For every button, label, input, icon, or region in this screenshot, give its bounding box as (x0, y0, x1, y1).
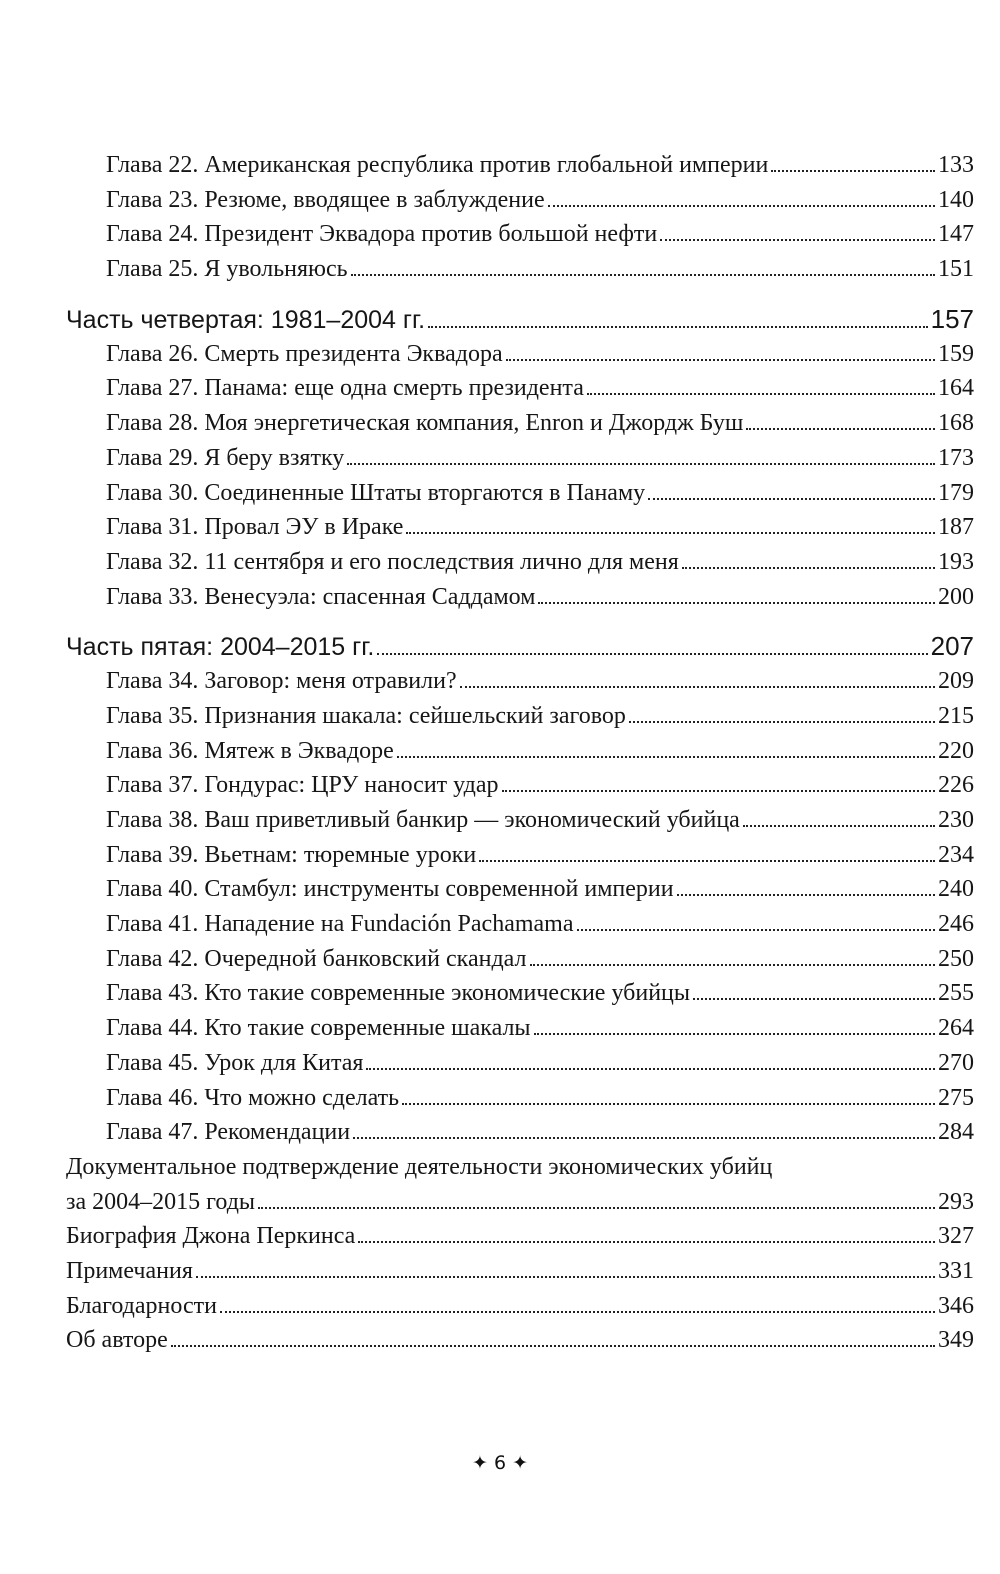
page-footer (0, 1452, 1000, 1474)
part-page: 207 (930, 631, 974, 662)
entry-title: Глава 34. Заговор: меня отравили? (106, 668, 457, 695)
entry-page: 240 (938, 876, 974, 903)
entry-title: Глава 30. Соединенные Штаты вторгаются в Панаму (106, 479, 646, 506)
entry-title: Глава 28. Моя энергетическая компания, Enron и Джордж Буш (106, 410, 744, 437)
entry-page: 133 (938, 152, 974, 178)
entry-page: 327 (938, 1223, 974, 1250)
dot-leader (347, 463, 935, 465)
dot-leader (366, 1068, 935, 1070)
toc-entry[interactable] (66, 699, 974, 734)
toc-entry[interactable] (66, 252, 974, 287)
entry-page: 246 (938, 911, 974, 938)
entry-page: 200 (938, 583, 974, 610)
entry-title: Глава 38. Ваш приветливый банкир — экономический убийца (106, 807, 740, 833)
dot-leader (406, 532, 935, 534)
ornament-left-icon: ✦ (471, 1452, 488, 1474)
toc-part-heading[interactable] (66, 302, 974, 337)
dot-leader (479, 860, 935, 862)
entry-title: Глава 25. Я увольняюсь (106, 256, 348, 283)
dot-leader (220, 1311, 935, 1313)
entry-title: Глава 43. Кто такие современные экономические убийцы (106, 980, 691, 1007)
entry-title: Глава 36. Мятеж в Эквадоре (106, 737, 394, 764)
entry-page: 331 (938, 1257, 974, 1284)
entry-page: 270 (938, 1049, 974, 1076)
entry-title: Глава 29. Я беру взятку (106, 444, 345, 471)
toc-entry[interactable] (66, 976, 974, 1011)
dot-leader (771, 170, 935, 172)
entry-page: 193 (938, 548, 974, 575)
entry-title: Глава 23. Резюме, вводящее в заблуждение (106, 186, 545, 213)
toc-entry[interactable] (66, 580, 974, 615)
entry-title: Глава 37. Гондурас: ЦРУ наносит удар (106, 772, 499, 799)
dot-leader (377, 653, 927, 655)
entry-title: Документальное подтверждение деятельности экономических убийц (66, 1153, 773, 1180)
toc-entry[interactable] (66, 1115, 974, 1150)
dot-leader (660, 239, 935, 241)
dot-leader (587, 393, 935, 395)
entry-page: 164 (938, 375, 974, 402)
entry-title: Глава 31. Провал ЭУ в Ираке (106, 514, 404, 541)
dot-leader (538, 602, 935, 604)
entry-page: 220 (938, 737, 974, 764)
toc-entry[interactable] (66, 337, 974, 372)
toc-entry[interactable] (66, 371, 974, 406)
entry-page: 140 (938, 186, 974, 213)
entry-title: Об авторе (66, 1327, 168, 1354)
dot-leader (460, 686, 935, 688)
toc-entry[interactable] (66, 734, 974, 769)
dot-leader (428, 326, 928, 328)
toc-entry[interactable] (66, 1219, 974, 1254)
entry-page: 215 (938, 702, 974, 729)
dot-leader (506, 359, 935, 361)
toc-entry[interactable] (66, 838, 974, 873)
entry-title: Глава 41. Нападение на Fundación Pachamama (106, 911, 574, 938)
entry-title: Глава 44. Кто такие современные шакалы (106, 1015, 531, 1042)
dot-leader (548, 205, 935, 207)
entry-title: Глава 47. Рекомендации (106, 1119, 351, 1146)
entry-title: Благодарности (66, 1292, 217, 1319)
entry-page: 209 (938, 668, 974, 695)
toc-entry[interactable] (66, 545, 974, 580)
entry-page: 275 (938, 1084, 974, 1111)
entry-page: 255 (938, 980, 974, 1007)
toc-entry[interactable] (66, 1081, 974, 1116)
dot-leader (577, 929, 936, 931)
toc-entry[interactable] (66, 664, 974, 699)
part-title: Часть четвертая: 1981–2004 гг. (66, 305, 426, 334)
toc-part-heading[interactable] (66, 629, 974, 664)
toc-entry[interactable] (66, 907, 974, 942)
toc-entry[interactable] (66, 1323, 974, 1358)
toc-entry[interactable] (66, 510, 974, 545)
toc-entry[interactable] (66, 148, 974, 183)
toc-entry[interactable] (66, 942, 974, 977)
toc-entry[interactable] (66, 1254, 974, 1289)
toc-entry[interactable] (66, 872, 974, 907)
entry-title: Глава 22. Американская республика против глобальной империи (106, 152, 769, 178)
entry-title: Глава 40. Стамбул: инструменты современной империи (106, 876, 674, 903)
dot-leader (648, 498, 935, 500)
toc-entry-documentation-title[interactable] (66, 1150, 974, 1185)
dot-leader (171, 1345, 935, 1347)
dot-leader (530, 964, 936, 966)
dot-leader (351, 274, 935, 276)
entry-page: 234 (938, 841, 974, 868)
dot-leader (353, 1137, 935, 1139)
dot-leader (682, 567, 935, 569)
entry-title: Глава 27. Панама: еще одна смерть президента (106, 375, 584, 402)
entry-page: 349 (938, 1327, 974, 1354)
toc-entry[interactable] (66, 1046, 974, 1081)
dot-leader (693, 998, 935, 1000)
dot-leader (402, 1103, 935, 1105)
dot-leader (258, 1207, 935, 1209)
toc-entry[interactable] (66, 406, 974, 441)
toc-entry[interactable] (66, 183, 974, 218)
entry-title: Глава 35. Признания шакала: сейшельский заговор (106, 702, 626, 729)
toc-entry[interactable] (66, 803, 974, 838)
toc-entry[interactable] (66, 1289, 974, 1324)
entry-page: 179 (938, 479, 974, 506)
entry-title: Глава 26. Смерть президента Эквадора (106, 340, 503, 367)
dot-leader (196, 1276, 935, 1278)
dot-leader (746, 428, 935, 430)
dot-leader (629, 721, 935, 723)
entry-title: Глава 45. Урок для Китая (106, 1049, 364, 1076)
toc-entry[interactable] (66, 217, 974, 252)
entry-title: Глава 39. Вьетнам: тюремные уроки (106, 841, 477, 868)
entry-page: 284 (938, 1119, 974, 1146)
entry-page: 187 (938, 514, 974, 541)
entry-page: 159 (938, 340, 974, 367)
entry-title: Глава 33. Венесуэла: спасенная Саддамом (106, 583, 536, 610)
dot-leader (358, 1241, 935, 1243)
entry-page: 151 (938, 256, 974, 283)
entry-page: 168 (938, 410, 974, 437)
part-title: Часть пятая: 2004–2015 гг. (66, 633, 375, 662)
ornament-right-icon: ✦ (512, 1452, 529, 1474)
dot-leader (677, 894, 935, 896)
entry-page: 250 (938, 945, 974, 972)
table-of-contents (66, 148, 974, 1358)
toc-entry[interactable] (66, 1185, 974, 1220)
entry-title: Биография Джона Перкинса (66, 1223, 356, 1250)
entry-title: Примечания (66, 1257, 193, 1284)
dot-leader (502, 790, 935, 792)
dot-leader (534, 1033, 935, 1035)
toc-entry[interactable] (66, 768, 974, 803)
page-number: 6 (493, 1452, 507, 1474)
toc-entry[interactable] (66, 476, 974, 511)
dot-leader (397, 756, 935, 758)
entry-page: 173 (938, 444, 974, 471)
entry-title: Глава 24. Президент Эквадора против большой нефти (106, 221, 658, 248)
entry-page: 230 (938, 807, 974, 833)
part-page: 157 (930, 303, 974, 334)
entry-title-continued: за 2004–2015 годы (66, 1188, 256, 1215)
entry-title: Глава 32. 11 сентября и его последствия лично для меня (106, 548, 679, 575)
dot-leader (743, 825, 935, 827)
entry-page: 264 (938, 1015, 974, 1042)
toc-entry[interactable] (66, 1011, 974, 1046)
entry-page: 346 (938, 1292, 974, 1319)
entry-page: 293 (938, 1188, 974, 1215)
entry-title: Глава 46. Что можно сделать (106, 1084, 400, 1111)
entry-page: 226 (938, 772, 974, 799)
toc-entry[interactable] (66, 441, 974, 476)
entry-title: Глава 42. Очередной банковский скандал (106, 945, 527, 972)
entry-page: 147 (938, 221, 974, 248)
